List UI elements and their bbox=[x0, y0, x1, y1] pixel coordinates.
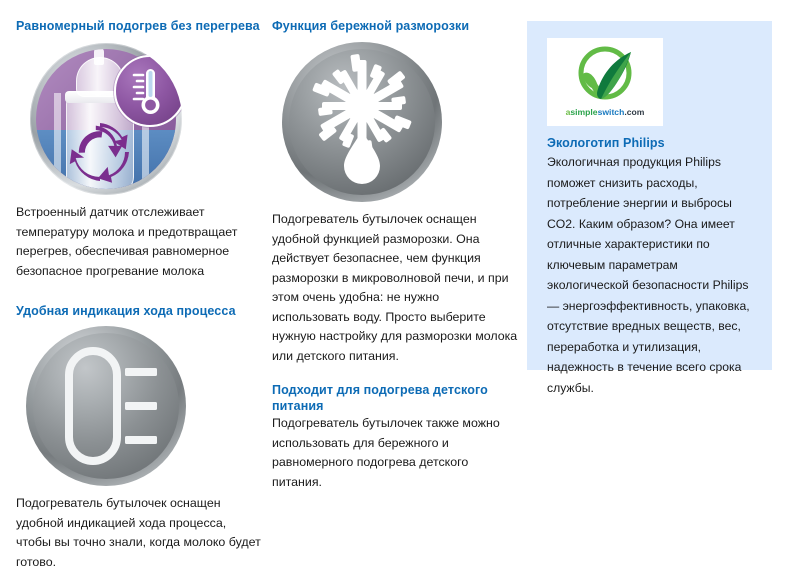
eco-info-panel bbox=[527, 21, 772, 395]
asimpleswitch-wordmark bbox=[547, 107, 663, 117]
heading-progress-indication: Удобная индикация хода процесса bbox=[16, 304, 236, 318]
thermometer-circle-badge bbox=[114, 55, 182, 127]
body-eco-label: Экологичная продукция Philips поможет снизить расходы, потребление энергии и выбросы CO2. Каким образом? Она имеет отличные характеристики по ключевым параметрам экологической безопасности Philips — энергоэффективность, упаковка, отсутствие вредных веществ, вес, переработка и утилизация, надежность в течение всего срока службы. bbox=[547, 155, 750, 395]
logo-part-switch: switch bbox=[597, 107, 625, 117]
snowflake-droplet-icon bbox=[289, 49, 435, 195]
body-defrost-function: Подогреватель бутылочек оснащен удобной функцией разморозки. Она действует безопаснее, чем функция разморозки в микроволновой печи, и при этом очень удобна: не нужно использовать воду. Просто выберите нужную настройку для разморозки молока или детского питания. bbox=[272, 212, 518, 363]
defrost-illustration bbox=[272, 42, 520, 202]
left-column bbox=[16, 18, 261, 572]
glass-wall-left bbox=[54, 93, 61, 189]
circulation-arrows-icon bbox=[69, 121, 131, 183]
asimpleswitch-logo bbox=[547, 38, 663, 126]
middle-column bbox=[272, 18, 520, 492]
body-even-heating: Встроенный датчик отслеживает температуру молока и предотвращает перегрев, обеспечивая равномерное безопасное прогревание молока bbox=[16, 205, 238, 278]
bottle-thermometer-illustration bbox=[16, 43, 261, 195]
logo-part-a: a bbox=[565, 107, 571, 117]
logo-part-com: .com bbox=[624, 107, 645, 117]
heading-eco-label: Экологотип Philips bbox=[547, 136, 665, 150]
body-baby-food-warming: Подогреватель бутылочек также можно использовать для бережного и равномерного подогрева детского питания. bbox=[272, 416, 500, 489]
logo-part-simple: simple bbox=[570, 107, 598, 117]
heading-baby-food-warming: Подходит для подогрева детского питания bbox=[272, 383, 488, 413]
bottle-nipple bbox=[94, 49, 104, 65]
heading-defrost-function: Функция бережной разморозки bbox=[272, 19, 470, 33]
progress-circle-inner bbox=[33, 333, 179, 479]
heading-even-heating: Равномерный подогрев без перегрева bbox=[16, 19, 260, 33]
progress-indicator-illustration bbox=[16, 326, 261, 486]
eco-panel-text bbox=[547, 135, 755, 398]
bottle-circle-badge bbox=[30, 43, 182, 195]
body-progress-indication: Подогреватель бутылочек оснащен удобной индикацией хода процесса, чтобы вы точно знали, когда молоко будет готово. bbox=[16, 496, 261, 569]
progress-bars-icon bbox=[33, 333, 179, 479]
progress-circle-badge bbox=[26, 326, 186, 486]
defrost-circle-badge bbox=[282, 42, 442, 202]
thermometer-icon bbox=[116, 57, 182, 125]
defrost-circle-inner bbox=[289, 49, 435, 195]
